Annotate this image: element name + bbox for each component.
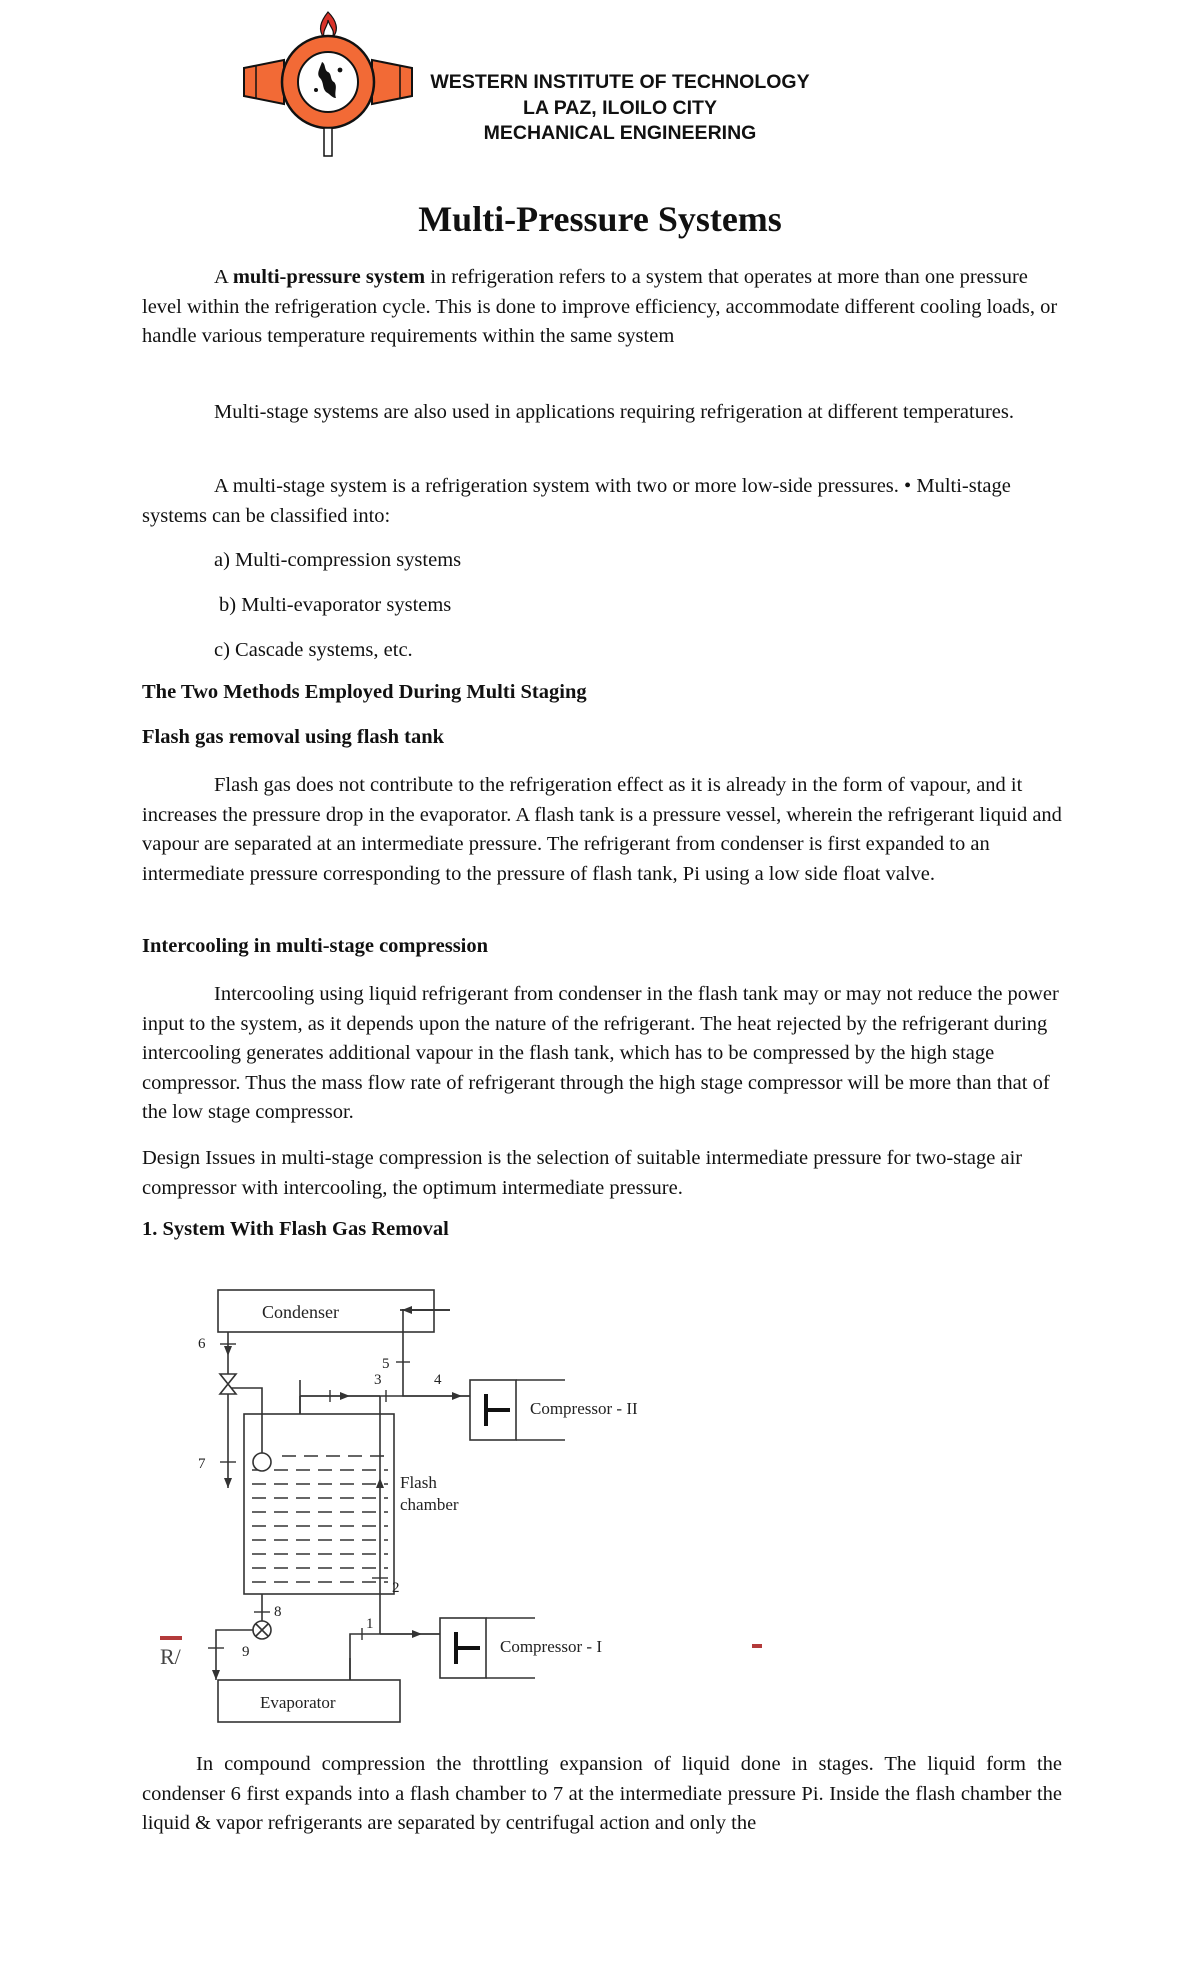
compressor-2-label: Compressor - II <box>530 1399 638 1418</box>
point-label: 7 <box>198 1456 206 1472</box>
point-label: 2 <box>392 1580 400 1596</box>
institute-name: WESTERN INSTITUTE OF TECHNOLOGY <box>430 71 810 93</box>
paragraph-compound-compression: In compound compression the throttling expansion of liquid done in stages. The liquid form the condenser 6 first expands into a flash chamber to 7 at the intermediate pressure Pi. Inside the flash chamber the liquid & vapor refrigerants are separated by centrifugal action and only the <box>142 1753 1062 1834</box>
institute-location: LA PAZ, ILOILO CITY <box>523 96 717 119</box>
list-item: b) Multi-evaporator systems <box>219 594 452 616</box>
paragraph-flash-gas: Flash gas does not contribute to the refrigeration effect as it is already in the form of vapour, and it increases the pressure drop in the evaporator. A flash tank is a pressure vessel, wherein the refrigerant liquid and vapour are separated at an intermediate pressure. The refrigerant from condenser is first expanded to an intermediate pressure corresponding to the pressure of flash tank, Pi using a low side float valve. <box>142 774 1062 885</box>
flash-label: Flash <box>400 1473 437 1492</box>
paragraph-intercooling: Intercooling using liquid refrigerant from condenser in the flash tank may or may not reduce the power input to the system, as it depends upon the nature of the refrigerant. The heat rejected by the refrigerant during intercooling generates additional vapour in the flash tank, which has to be compressed by the high stage compressor. Thus the mass flow rate of refrigerant through the high stage compressor will be more than that of the low stage compressor. <box>142 983 1059 1123</box>
stray-mark <box>160 1636 182 1670</box>
institute-logo-icon <box>236 8 420 160</box>
point-label: 1 <box>366 1616 374 1632</box>
paragraph-multistage-classification: A multi-stage system is a refrigeration system with two or more low-side pressures. • Multi-stage systems can be classified into: <box>142 475 1011 527</box>
condenser-label: Condenser <box>262 1302 339 1322</box>
page-title: Multi-Pressure Systems <box>418 199 782 239</box>
list-item: c) Cascade systems, etc. <box>214 639 413 661</box>
stray-red-dash-right <box>752 1644 762 1648</box>
list-item: a) Multi-compression systems <box>214 549 462 571</box>
heading-methods: The Two Methods Employed During Multi Staging <box>142 681 587 703</box>
heading-intercooling: Intercooling in multi-stage compression <box>142 935 489 957</box>
intro-paragraph <box>142 263 1062 352</box>
institute-department: MECHANICAL ENGINEERING <box>483 122 757 144</box>
flash-chamber-box <box>244 1414 394 1594</box>
heading-flash-gas-removal: Flash gas removal using flash tank <box>142 726 445 748</box>
point-label: 4 <box>434 1372 442 1388</box>
point-label: 3 <box>374 1372 382 1388</box>
stray-red-dash-left <box>160 1636 182 1640</box>
point-label: 6 <box>198 1336 206 1352</box>
chamber-label: chamber <box>400 1495 459 1514</box>
heading-system-flash-gas: 1. System With Flash Gas Removal <box>142 1218 449 1240</box>
evaporator-label: Evaporator <box>260 1693 336 1712</box>
expansion-valve-icon <box>220 1374 236 1394</box>
throttle-valve-icon <box>253 1621 271 1639</box>
intro-lead: A <box>214 266 233 288</box>
paragraph-multistage-temperatures: Multi-stage systems are also used in applications requiring refrigeration at different temperatures. <box>214 401 1015 423</box>
point-label: 9 <box>242 1644 250 1660</box>
compressor-1-label: Compressor - I <box>500 1637 602 1656</box>
point-label: 5 <box>382 1356 390 1372</box>
intro-bold-term: multi-pressure system <box>232 266 426 288</box>
flash-gas-removal-diagram <box>150 1278 770 1728</box>
stray-text: R/ <box>160 1644 181 1669</box>
intro-rest: in refrigeration refers to a system that operates at more than one pressure level within the refrigeration cycle. This is done to improve efficiency, accommodate different cooling loads, or handle various temperature requirements within the same system <box>142 266 1058 347</box>
institute-header <box>400 70 840 147</box>
float-valve-icon <box>253 1453 271 1471</box>
paragraph-design-issues: Design Issues in multi-stage compression is the selection of suitable intermediate pressure for two-stage air compressor with intercooling, the optimum intermediate pressure. <box>142 1147 1023 1199</box>
point-label: 8 <box>274 1604 282 1620</box>
